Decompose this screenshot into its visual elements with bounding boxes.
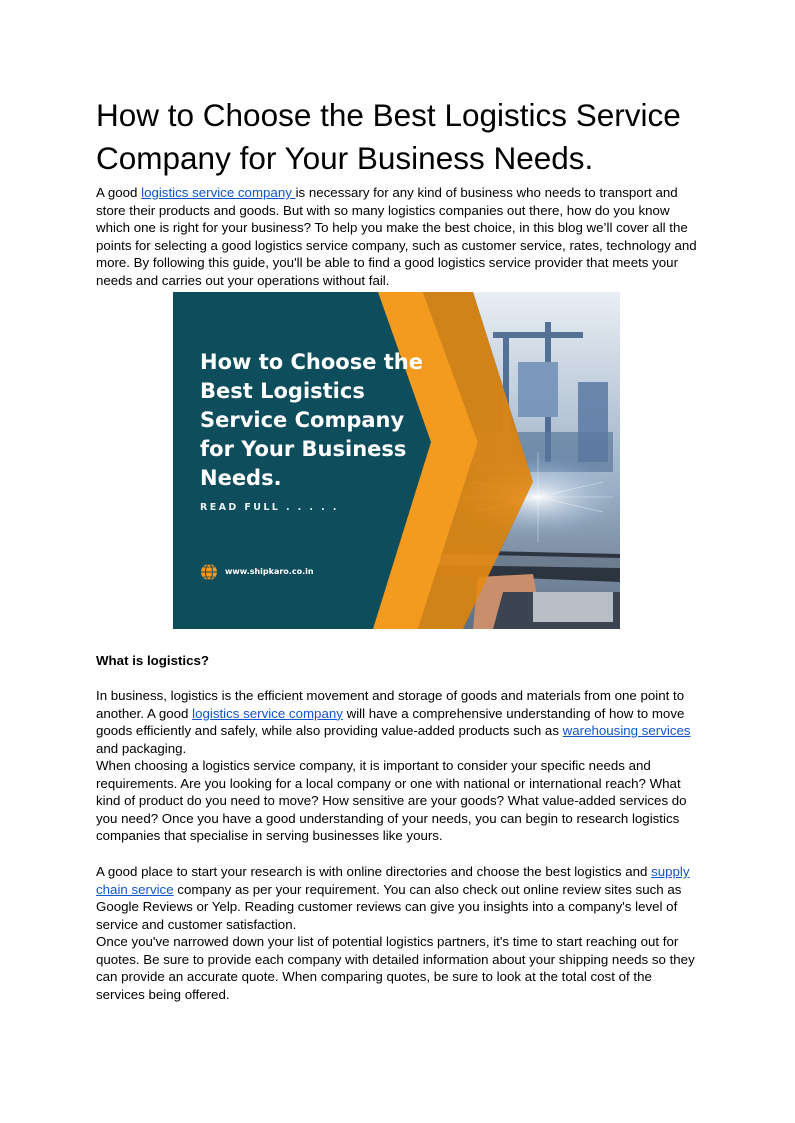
banner-title: How to Choose the Best Logistics Service Company for Your Business Needs.	[200, 350, 423, 490]
banner-image	[173, 292, 620, 629]
intro-paragraph	[96, 184, 700, 289]
para1-text-1: In business, logistics is the efficient movement and storage of goods and materials from one point to another. A good	[96, 688, 685, 721]
page-title: How to Choose the Best Logistics Service Company for Your Business Needs.	[96, 97, 681, 176]
banner-read-more: READ FULL . . . . .	[200, 502, 339, 513]
paragraph-quotes: Once you've narrowed down your list of potential logistics partners, it's time to start reaching out for quotes. Be sure to provide each company with detailed information about your shipping needs so they can provide an accurate quote. When comparing quotes, be sure to look at the total cost of the services being offered.	[96, 934, 695, 1002]
logistics-service-company-link[interactable]: logistics service company	[141, 185, 296, 200]
para1-text-2: will have a comprehensive understanding of how to move goods efficiently and safely, while also providing value-added products such as	[96, 705, 685, 738]
banner-url: www.shipkaro.co.in	[225, 567, 314, 576]
intro-text-2: is necessary for any kind of business who needs to transport and store their products and goods. But with so many logistics companies out there, how do you know which one is right for your business? To help you make the best choice, in this blog we’ll cover all the points for selecting a good logistics service company, such as customer service, rates, technology and more. By following this guide, you'll be able to find a good logistics service provider that meets your needs and carries out your operations without fail.	[96, 185, 697, 288]
body-block-2	[96, 863, 700, 1003]
para1-text-3: and packaging.	[96, 740, 187, 756]
para3-text-1: A good place to start your research is with online directories and choose the best logistics and	[96, 864, 652, 879]
body-block-1	[96, 687, 700, 845]
warehousing-services-link[interactable]: warehousing services	[562, 723, 691, 738]
intro-text-1: A good	[96, 185, 142, 200]
supply-chain-service-link[interactable]: supply chain service	[96, 864, 690, 897]
logistics-service-company-link-2[interactable]: logistics service company	[192, 705, 343, 721]
para3-text-2: company as per your requirement. You can also check out online review sites such as Google Reviews or Yelp. Reading customer reviews can give you insights into a company's level of service and customer satisfaction.	[96, 881, 682, 932]
paragraph-research	[96, 863, 700, 933]
paragraph-choosing: When choosing a logistics service company, it is important to consider your specific needs and requirements. Are you looking for a local company or one with national or international reach? What kind of product do you need to move? How sensitive are your goods? What value-added services do you need? Once you have a good understanding of your needs, you can begin to research logistics companies that specialise in serving businesses like yours.	[96, 758, 687, 843]
paragraph-definition	[96, 687, 700, 757]
globe-logo-icon	[201, 564, 217, 580]
section-heading: What is logistics?	[96, 653, 210, 668]
